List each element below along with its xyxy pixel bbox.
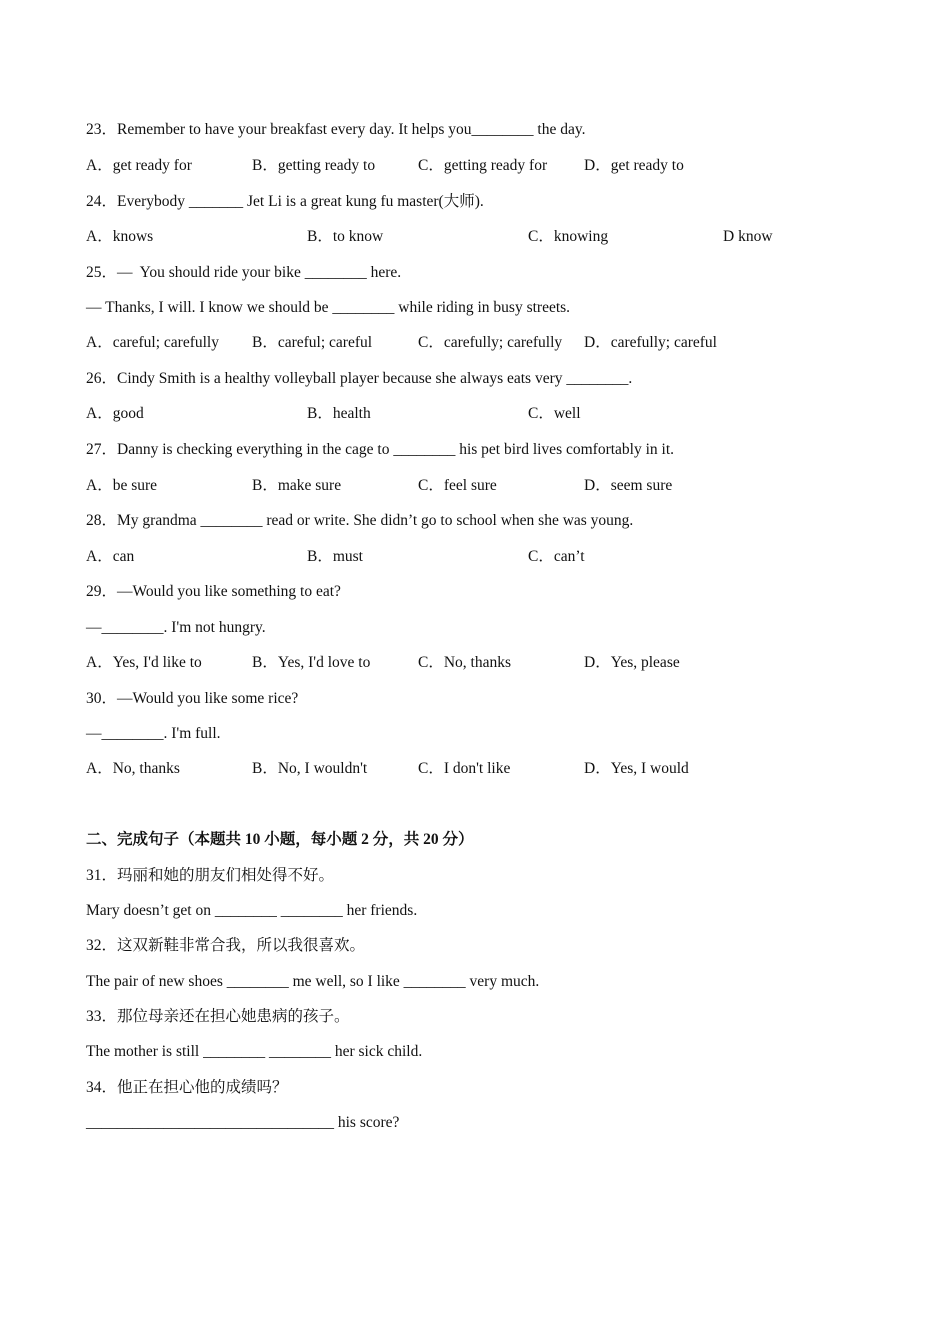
q25-option-b: B．careful; careful (252, 334, 373, 351)
q30-option-a: A．No, thanks (86, 760, 180, 777)
q24-option-b: B．to know (307, 228, 384, 245)
item-31-chinese: 31．玛丽和她的朋友们相处得不好。 (86, 867, 335, 884)
question-25-stem: 25．— You should ride your bike ________ here. (86, 264, 402, 281)
item-33-english: The mother is still ________ ________ her sick child. (86, 1043, 423, 1060)
q23-option-a: A．get ready for (86, 157, 192, 174)
item-32-english: The pair of new shoes ________ me well, so I like ________ very much. (86, 973, 540, 990)
question-29-stem-2: —________. I'm not hungry. (86, 619, 266, 636)
q27-option-a: A．be sure (86, 477, 158, 494)
item-34-chinese: 34．他正在担心他的成绩吗？ (86, 1079, 288, 1096)
q26-option-b: B．health (307, 405, 371, 422)
q24-option-c: C．knowing (528, 228, 609, 245)
question-30-stem: 30．—Would you like some rice? (86, 690, 299, 707)
q26-option-c: C．well (528, 405, 581, 422)
item-33-chinese: 33．那位母亲还在担心她患病的孩子。 (86, 1008, 350, 1025)
q24-option-d: D know (723, 228, 773, 245)
q25-option-a: A．careful; carefully (86, 334, 219, 351)
q25-option-d: D．carefully; careful (584, 334, 717, 351)
q30-option-d: D．Yes, I would (584, 760, 689, 777)
item-32-chinese: 32．这双新鞋非常合我，所以我很喜欢。 (86, 937, 366, 954)
q29-option-b: B．Yes, I'd love to (252, 654, 371, 671)
question-23-stem: 23．Remember to have your breakfast every day. It helps you________ the day. (86, 121, 586, 138)
item-31-english: Mary doesn’t get on ________ ________ her friends. (86, 902, 418, 919)
q27-option-c: C．feel sure (418, 477, 497, 494)
q29-option-c: C．No, thanks (418, 654, 512, 671)
q30-option-b: B．No, I wouldn't (252, 760, 368, 777)
q25-option-c: C．carefully; carefully (418, 334, 563, 351)
question-29-stem: 29．—Would you like something to eat? (86, 583, 341, 600)
q23-option-d: D．get ready to (584, 157, 684, 174)
q30-option-c: C．I don't like (418, 760, 511, 777)
q24-option-a: A．knows (86, 228, 154, 245)
q27-option-b: B．make sure (252, 477, 342, 494)
question-24-stem: 24．Everybody _______ Jet Li is a great kung fu master(大师). (86, 193, 484, 210)
q29-option-a: A．Yes, I'd like to (86, 654, 202, 671)
question-30-stem-2: —________. I'm full. (86, 725, 221, 742)
question-26-stem: 26．Cindy Smith is a healthy volleyball player because she always eats very ________. (86, 370, 633, 387)
question-27-stem: 27．Danny is checking everything in the cage to ________ his pet bird lives comfortably in it. (86, 441, 675, 458)
q28-option-a: A．can (86, 548, 135, 565)
section-2-heading: 二、完成句子（本题共 10 小题，每小题 2 分，共 20 分） (86, 831, 474, 848)
q23-option-b: B．getting ready to (252, 157, 376, 174)
q29-option-d: D．Yes, please (584, 654, 680, 671)
q23-option-c: C．getting ready for (418, 157, 548, 174)
q28-option-c: C．can’t (528, 548, 585, 565)
q27-option-d: D．seem sure (584, 477, 673, 494)
q26-option-a: A．good (86, 405, 144, 422)
question-28-stem: 28．My grandma ________ read or write. She didn’t go to school when she was young. (86, 512, 634, 529)
item-34-english: ________________________________ his score? (86, 1114, 400, 1131)
q28-option-b: B．must (307, 548, 363, 565)
question-25-stem-2: — Thanks, I will. I know we should be ________ while riding in busy streets. (86, 299, 571, 316)
